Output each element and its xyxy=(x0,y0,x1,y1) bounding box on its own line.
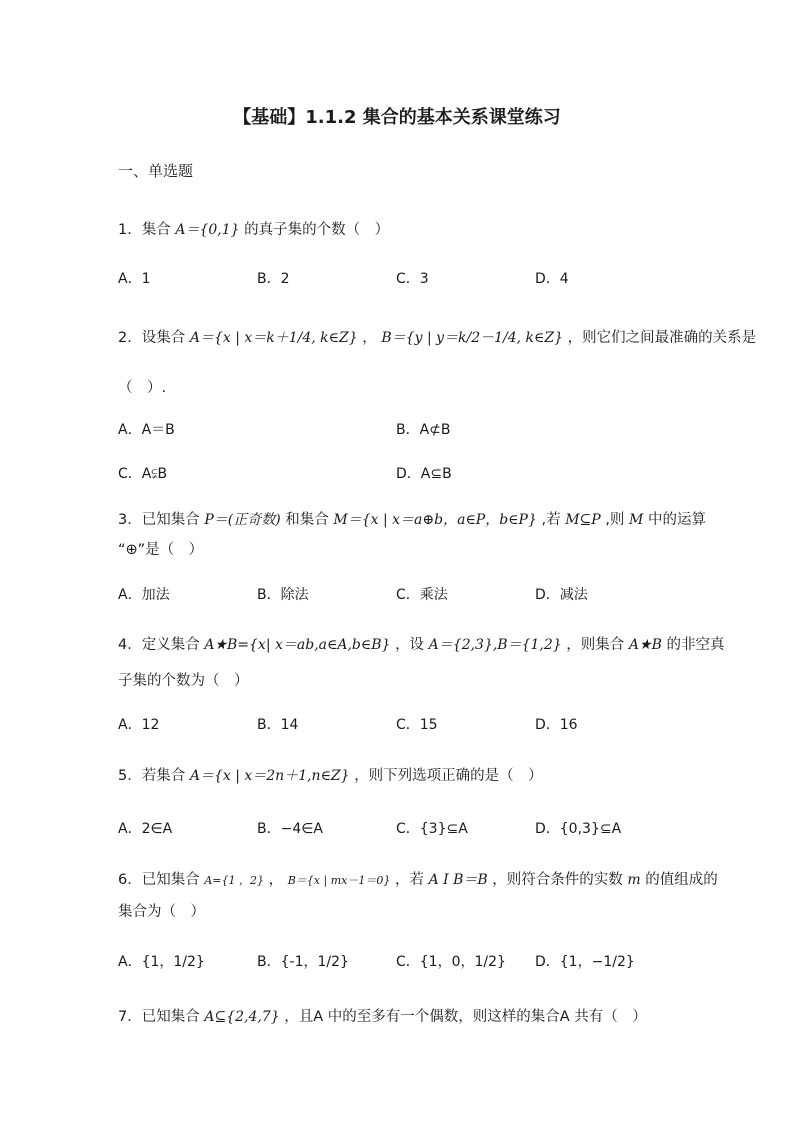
option-b[interactable]: B．{-1，1/2} xyxy=(257,954,349,970)
question-3-text: 和集合 xyxy=(285,512,329,528)
question-3-formula: M xyxy=(629,512,644,528)
question-3-formula: M＝{x | x＝a⊕b，a∈P，b∈P} xyxy=(333,512,537,528)
question-2-text: ， xyxy=(362,330,377,346)
question-3-text: 3．已知集合 xyxy=(118,512,200,528)
option-b[interactable]: B．除法 xyxy=(257,587,309,603)
option-b[interactable]: B．14 xyxy=(257,717,299,733)
question-2-text: ，则它们之间最准确的关系是 xyxy=(567,330,757,346)
question-1-formula: A＝{0,1} xyxy=(175,222,240,238)
option-d[interactable]: D．A⊆B xyxy=(396,466,452,482)
question-3-text: 中的运算 xyxy=(648,512,706,528)
question-3-text: ,则 xyxy=(605,512,625,528)
question-4-formula: A＝{2,3},B＝{1,2} xyxy=(428,637,562,653)
section-heading: 一、单选题 xyxy=(118,162,194,180)
question-1-text: 的真子集的个数（ ） xyxy=(244,222,390,238)
question-2-formula: B＝{y | y＝k/2－1/4, k∈Z} xyxy=(381,330,564,346)
question-6-text: ， xyxy=(268,872,284,888)
question-4-text: ，设 xyxy=(395,637,425,653)
question-4-text: 的非空真 xyxy=(666,637,725,653)
question-2 xyxy=(118,326,756,347)
option-a[interactable]: A．A＝B xyxy=(118,422,175,438)
question-6-formula: A={1 ，2} xyxy=(204,874,264,887)
option-d[interactable]: D．4 xyxy=(535,271,569,287)
option-a[interactable]: A．2∈A xyxy=(118,821,173,837)
option-c[interactable]: C．3 xyxy=(396,271,429,287)
question-2-text: 2．设集合 xyxy=(118,330,186,346)
option-c[interactable]: C．{3}⊆A xyxy=(396,821,468,837)
question-7-text: ，且A 中的至多有一个偶数，则这样的集合A 共有（ ） xyxy=(284,1009,647,1025)
question-6-formula: A I B＝B xyxy=(428,872,488,888)
question-4-formula: A★B xyxy=(628,637,662,653)
option-d[interactable]: D．减法 xyxy=(535,587,588,603)
question-6-continued: 集合为（ ） xyxy=(118,904,205,920)
question-3-formula: P＝(正奇数) xyxy=(204,512,281,528)
option-a[interactable]: A．1 xyxy=(118,271,151,287)
option-c[interactable]: C．15 xyxy=(396,717,438,733)
question-6-text: 的值组成的 xyxy=(645,872,718,888)
question-2-formula: A＝{x | x＝k＋1/4, k∈Z} xyxy=(189,330,358,346)
option-a[interactable]: A．{1，1/2} xyxy=(118,954,205,970)
question-5-formula: A＝{x | x＝2n＋1,n∈Z} xyxy=(189,768,350,784)
question-4-formula: A★B={x| x＝ab,a∈A,b∈B} xyxy=(204,637,391,653)
question-4 xyxy=(118,633,724,654)
question-5-text: 5．若集合 xyxy=(118,768,186,784)
option-c[interactable]: C．A⫋B xyxy=(118,466,168,482)
question-4-text: 4．定义集合 xyxy=(118,637,200,653)
question-3-formula: M⊆P xyxy=(565,512,601,528)
question-6-text: 6．已知集合 xyxy=(118,872,200,888)
option-b[interactable]: B．A⊄B xyxy=(396,422,451,438)
question-6-formula: m xyxy=(627,872,641,888)
question-3-text: ,若 xyxy=(541,512,561,528)
question-5-text: ，则下列选项正确的是（ ） xyxy=(354,768,543,784)
question-3 xyxy=(118,508,706,529)
option-a[interactable]: A．加法 xyxy=(118,587,170,603)
option-d[interactable]: D．16 xyxy=(535,717,578,733)
question-1-text: 1．集合 xyxy=(118,222,171,238)
option-b[interactable]: B．2 xyxy=(257,271,290,287)
question-7 xyxy=(118,1005,647,1026)
question-4-text: ，则集合 xyxy=(566,637,625,653)
question-6-text: ，则符合条件的实数 xyxy=(492,872,623,888)
option-b[interactable]: B．−4∈A xyxy=(257,821,324,837)
option-d[interactable]: D．{1，−1/2} xyxy=(535,954,635,970)
option-a[interactable]: A．12 xyxy=(118,717,160,733)
question-7-text: 7．已知集合 xyxy=(118,1009,200,1025)
question-5 xyxy=(118,764,543,785)
question-6-formula: B＝{x | mx－1＝0} xyxy=(287,874,391,887)
question-3-continued: “⊕”是（ ） xyxy=(118,542,204,558)
page-title: 【基础】1.1.2 集合的基本关系课堂练习 xyxy=(233,107,561,128)
question-7-formula: A⊆{2,4,7} xyxy=(204,1009,280,1025)
question-6 xyxy=(118,868,718,889)
option-c[interactable]: C．{1，0，1/2} xyxy=(396,954,506,970)
question-2-continued: （ ）. xyxy=(118,380,167,396)
question-4-continued: 子集的个数为（ ） xyxy=(118,673,249,689)
option-c[interactable]: C．乘法 xyxy=(396,587,448,603)
question-1 xyxy=(118,218,389,239)
option-d[interactable]: D．{0,3}⊆A xyxy=(535,821,622,837)
question-6-text: ，若 xyxy=(394,872,424,888)
